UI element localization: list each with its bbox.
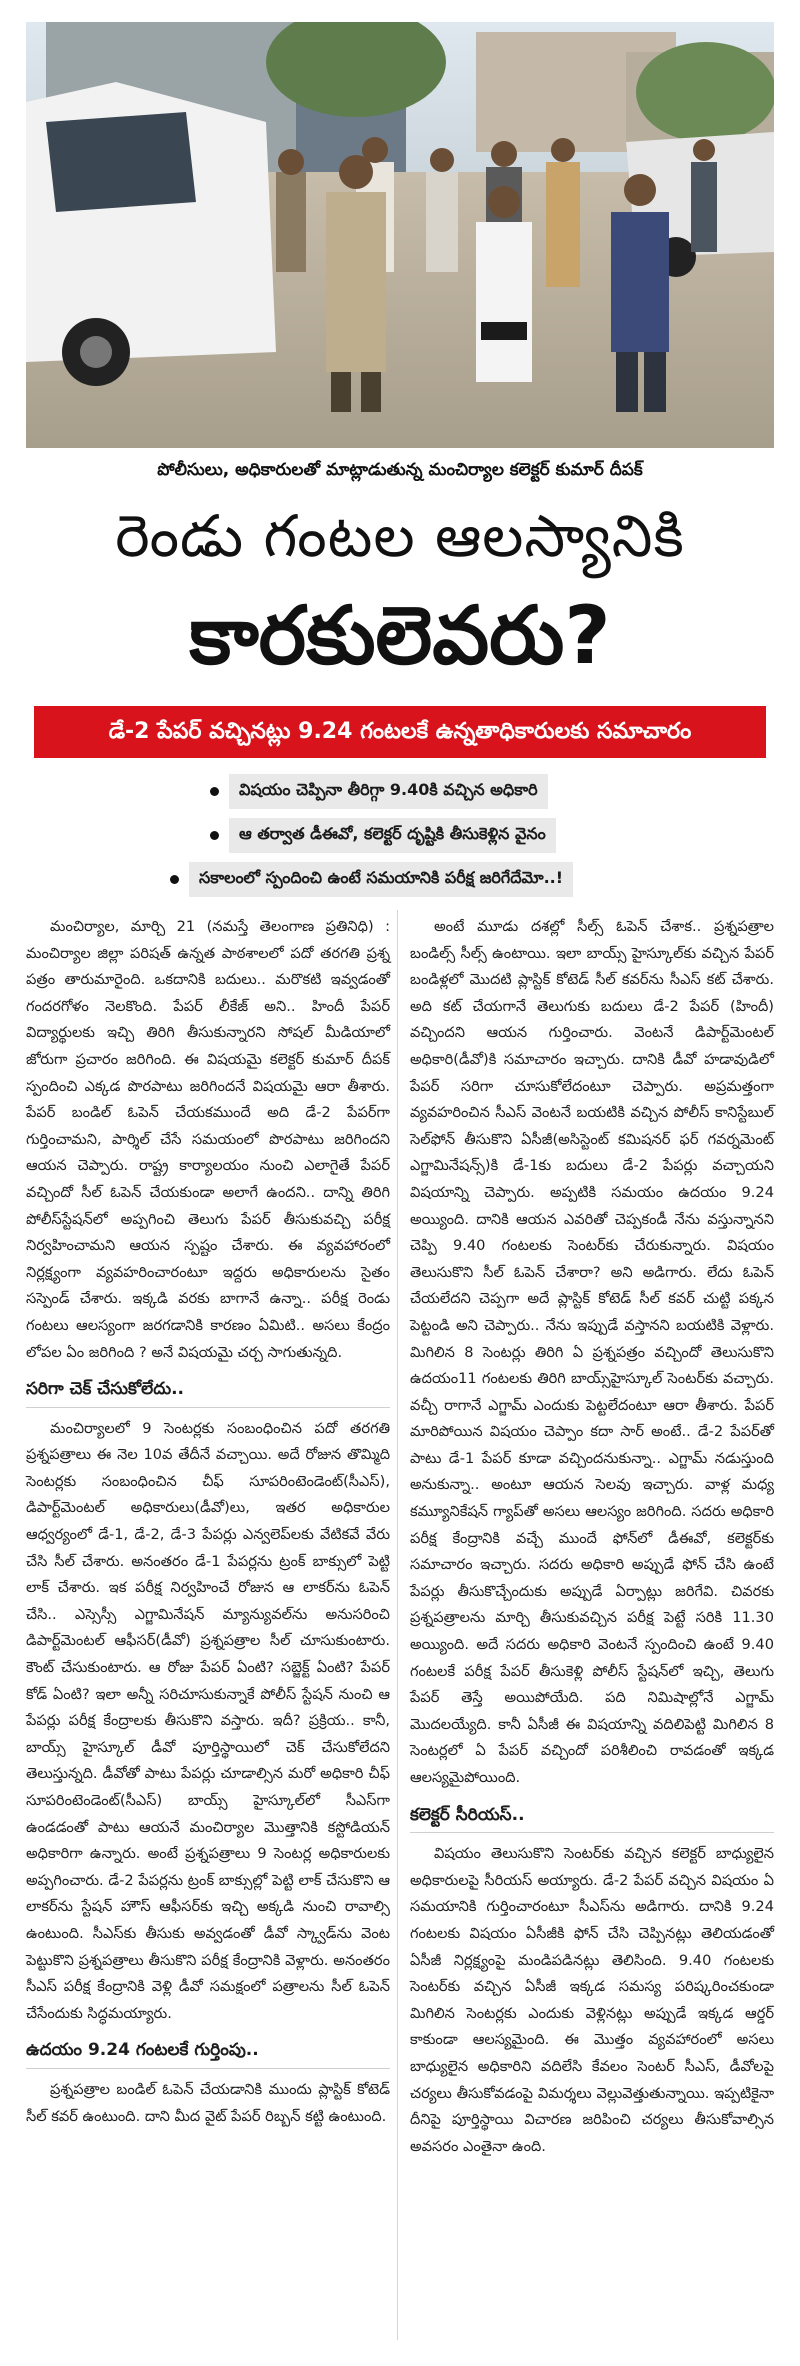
article-paragraph: విషయం తెలుసుకొని సెంటర్‌కు వచ్చిన కలెక్టర్ బాధ్యులైన అధికారులపై సీరియస్ అయ్యారు. డే-2 పేపర్ వచ్చిన విషయం ఏ సమయానికి గుర్తించారంటూ సీఎస్‌ను అడిగారు. దానికి 9.24 గంటలకు విషయం ఏసీజీకి ఫోన్ చేసి చెప్పినట్లు తెలియడంతో ఏసీజీ నిర్లక్ష్యంపై మండిపడినట్లు తెలిసింది. 9.40 గంటలకు సెంటర్‌కు వచ్చిన ఏసీజీ ఇక్కడ సమస్య పరిష్కరించకుండా మిగిలిన సెంటర్లకు ఎందుకు వెళ్లినట్లు అప్పుడే ఇక్కడ ఆర్డర్ కాకుండా ఆలస్యమైంది. ఈ మొత్తం వ్యవహారంలో అసలు బాధ్యులైన అధికారిని వదిలేసి కేవలం సెంటర్ సీఎస్, డీవోలపై చర్యలు తీసుకోవడంపై విమర్శలు వెల్లువెత్తుతున్నాయి. ఇప్పటికైనా దీనిపై పూర్తిస్థాయి విచారణ జరిపించి చర్యలు తీసుకోవాల్సిన అవసరం ఎంతైనా ఉంది. — [410, 1845, 774, 2155]
column-divider — [397, 910, 398, 2340]
headline-line-1: రెండు గంటల ఆలస్యానికి — [115, 502, 685, 570]
article-column-left — [26, 914, 390, 2130]
bullet-list — [199, 772, 750, 904]
bullet-text: విషయం చెప్పినా తీరిగ్గా 9.40కి వచ్చిన అధికారి — [229, 774, 548, 809]
news-photo — [26, 22, 774, 448]
article-paragraph: ప్రశ్నపత్రాల బండిల్ ఓపెన్ చేయడానికి ముందు ప్లాస్టిక్ కోటెడ్ సీల్ కవర్ ఉంటుంది. దాని మీద వైట్ పేపర్ రిబ్బన్ కట్టి ఉంటుంది. — [26, 2080, 390, 2125]
photo-scene — [26, 22, 774, 448]
bullet-dot-icon — [210, 787, 219, 796]
bullet-dot-icon — [210, 831, 219, 840]
article-paragraph: మంచిర్యాల, మార్చి 21 (నమస్తే తెలంగాణ ప్రతినిధి) : మంచిర్యాల జిల్లా పరిషత్ ఉన్నత పాఠశాలలో పదో తరగతి ప్రశ్న పత్రం తారుమారైంది. ఒకదానికి బదులు.. మరొకటి ఇవ్వడంతో గందరగోళం నెలకొంది. పేపర్ లీకేజ్ అని.. హిందీ పేపర్ విద్యార్థులకు ఇచ్చి తిరిగి తీసుకున్నారని సోషల్ మీడియాలో జోరుగా ప్రచారం జరిగింది. ఈ విషయమై కలెక్టర్ కుమార్ దీపక్ స్పందించి ఎక్కడ పొరపాటు జరిగిందనే విషయమై ఆరా తీశారు. పేపర్ బండిల్ ఓపెన్ చేయకముందే అది డే-2 పేపర్‌గా గుర్తించామని, పార్శిల్ చేసే సమయంలో పొరపాటు జరిగిందని ఆయన చెప్పారు. రాష్ట్ర కార్యాలయం నుంచి ఎలాగైతే పేపర్ వచ్చిందో సీల్ ఓపెన్ చేయకుండా అలాగే ఉందని.. దాన్ని తిరిగి పోలీస్‌స్టేషన్‌లో అప్పగించి తెలుగు పేపర్ తీసుకువచ్చి పరీక్ష నిర్వహించామని ఆయన స్పష్టం చేశారు. ఈ వ్యవహారంలో నిర్లక్ష్యంగా వ్యవహరించారంటూ ఇద్దరు అధికారులను సైతం సస్పెండ్ చేశారు. ఇక్కడి వరకు బాగానే ఉన్నా.. పరీక్ష రెండు గంటలు ఆలస్యంగా జరగడానికి కారణం ఏమిటి.. అసలు కేంద్రం లోపల ఏం జరిగింది ? అనే విషయమై చర్చ సాగుతున్నది. — [26, 918, 390, 1361]
section-subhead: కలెక్టర్ సీరియస్.. — [410, 1802, 774, 1834]
bullet-text: సకాలంలో స్పందించి ఉంటే సమయానికి పరీక్ష జరిగేదేమో..! — [189, 862, 573, 897]
bullet-item — [210, 772, 750, 810]
bullet-item — [210, 816, 750, 854]
bullet-text: ఆ తర్వాత డీఈవో, కలెక్టర్ దృష్టికి తీసుకెళ్లిన వైనం — [229, 818, 556, 853]
red-banner: డే-2 పేపర్ వచ్చినట్లు 9.24 గంటలకే ఉన్నతాధికారులకు సమాచారం — [34, 706, 766, 758]
section-subhead: సరిగా చెక్ చేసుకోలేదు.. — [26, 1376, 390, 1408]
bullet-item — [170, 860, 750, 898]
article-paragraph: మంచిర్యాలలో 9 సెంటర్లకు సంబంధించిన పదో తరగతి ప్రశ్నపత్రాలు ఈ నెల 10వ తేదీనే వచ్చాయి. అదే రోజున తొమ్మిది సెంటర్లకు సంబంధించిన చీఫ్ సూపరింటెండెంట్(సీఎస్), డిపార్ట్‌మెంటల్ అధికారులు(డీవో)లు, ఇతర అధికారుల ఆధ్వర్యంలో డే-1, డే-2, డే-3 పేపర్లు ఎన్వలెప్‌లకు వేటికవే వేరు చేసి సీల్ చేశారు. అనంతరం డే-1 పేపర్లను ట్రంక్ బాక్సులో పెట్టి లాక్ చేశారు. ఇక పరీక్ష నిర్వహించే రోజున ఆ లాకర్‌ను ఓపెన్ చేసి.. ఎస్సెస్సీ ఎగ్జామినేషన్ మ్యాన్యువల్‌ను అనుసరించి డిపార్ట్‌మెంటల్ ఆఫీసర్(డీవో) ప్రశ్నపత్రాల సీల్ చూసుకుంటారు. కౌంట్ చేసుకుంటారు. ఆ రోజు పేపర్ ఏంటి? సబ్జెక్ట్ ఏంటి? పేపర్ కోడ్ ఏంటి? ఇలా అన్నీ సరిచూసుకున్నాకే పోలీస్ స్టేషన్ నుంచి ఆ పేపర్లు పరీక్ష కేంద్రాలకు తీసుకొని వస్తారు. ఇదీ? ప్రక్రియ.. కానీ, బాయ్స్ హైస్కూల్ డీవో పూర్తిస్థాయిలో చెక్ చేసుకోలేదని తెలుస్తున్నది. డీవోతో పాటు పేపర్లు చూడాల్సిన మరో అధికారి చీఫ్ సూపరింటెండెంట్(సీఎస్) బాయ్స్ హైస్కూల్‌లో సీఎస్‌గా ఉండడంతో పాటు ఆయనే మంచిర్యాల మొత్తానికి కస్టోడియన్ అధికారిగా ఉన్నారు. అంటే ప్రశ్నపత్రాలు 9 సెంటర్ల అధికారులకు అప్పగించారు. డే-2 పేపర్లను ట్రంక్ బాక్సుల్లో పెట్టి లాక్ చేసుకొని ఆ లాకర్‌ను స్టేషన్ హౌస్ ఆఫీసర్‌కు ఇచ్చి అక్కడి నుంచి రావాల్సి ఉంటుంది. సీఎస్‌కు తీసుకు అవ్వడంతో డీవో స్క్వాడ్‌ను వెంట పెట్టుకొని ప్రశ్నపత్రాలు తీసుకొని పరీక్ష కేంద్రానికి వెళ్లారు. అనంతరం సీఎస్ పరీక్ష కేంద్రానికి వెళ్లి డీవో సమక్షంలో పత్రాలను సీల్ ఓపెన్ చేసేందుకు సిద్ధమయ్యారు. — [26, 1419, 390, 2022]
article-paragraph: అంటే మూడు దశల్లో సీల్స్ ఓపెన్ చేశాక.. ప్రశ్నపత్రాల బండిల్స్ సీల్స్ ఉంటాయి. ఇలా బాయ్స్ హైస్కూల్‌కు వచ్చిన పేపర్ బండిళ్లలో మొదటి ప్లాస్టిక్ కోటెడ్ సీల్ కవర్‌ను సీఎస్ కట్ చేశారు. అది కట్ చేయగానే తెలుగుకు బదులు డే-2 పేపర్ (హిందీ) వచ్చిందని ఆయన గుర్తించారు. వెంటనే డిపార్ట్‌మెంటల్ అధికారి(డీవో)కి సమాచారం ఇచ్చారు. దానికి డీవో హడావుడిలో పేపర్ సరిగా చూసుకోలేదంటూ చెప్పారు. అప్రమత్తంగా వ్యవహరించిన సీఎస్ వెంటనే బయటికి వచ్చిన పోలీస్ కానిస్టేబుల్ సెల్‌ఫోన్ తీసుకొని ఏసీజీ(అసిస్టెంట్ కమిషనర్ ఫర్ గవర్నమెంట్ ఎగ్జామినేషన్స్)కి డే-1కు బదులు డే-2 పేపర్లు వచ్చాయని విషయాన్ని చెప్పారు. అప్పటికి సమయం ఉదయం 9.24 అయ్యింది. దానికి ఆయన ఎవరితో చెప్పకండీ నేను వస్తున్నానని చెప్పి 9.40 గంటలకు సెంటర్‌కు చేరుకున్నారు. విషయం తెలుసుకొని సీల్ ఓపెన్ చేశారా? అని అడిగారు. లేదు ఓపెన్ చేయలేదని చెప్పగా అదే ప్లాస్టిక్ కోటెడ్ సీల్ కవర్ చుట్టి పక్కన పెట్టండి అని చెప్పారు.. నేను ఇప్పుడే వస్తానని బయటికి వెళ్లారు. మిగిలిన 8 సెంటర్లు తిరిగి ఏ ప్రశ్నపత్రం వచ్చిందో తెలుసుకొని ఉదయం11 గంటలకు తిరిగి బాయ్స్‌హైస్కూల్ సెంటర్‌కు వచ్చారు. వచ్చీ రాగానే ఎగ్జామ్ ఎందుకు పెట్టలేదంటూ ఆరా తీశారు. పేపర్ మారిపోయిన విషయం చెప్పాం కదా సార్ అంటే.. డే-2 పేపర్‌తో పాటు డే-1 పేపర్ కూడా వచ్చిందనుకున్నా.. ఎగ్జామ్ నడుస్తుంది అనుకున్నా.. అంటూ ఆయన సెలవు ఇచ్చారు. వాళ్ల మధ్య కమ్యూనికేషన్ గ్యాప్‌తో అసలు ఆలస్యం జరిగింది. సదరు అధికారి పరీక్ష కేంద్రానికి వచ్చే ముందే ఫోన్‌లో డీఈవో, కలెక్టర్‌కు సమాచారం ఇచ్చారు. సదరు అధికారి అప్పుడే ఫోన్ చేసి ఉంటే పేపర్లు తీసుకొచ్చేందుకు అప్పుడే ఏర్పాట్లు జరిగేవి. చివరకు ప్రశ్నపత్రాలను మార్చి తీసుకువచ్చిన పరీక్ష పెట్టే సరికి 11.30 అయ్యింది. అదే సదరు అధికారి వెంటనే స్పందించి ఉంటే 9.40 గంటలకే పరీక్ష పేపర్ తీసుకెళ్లి పోలీస్ స్టేషన్‌లో ఇచ్చి, తెలుగు పేపర్ తెస్తే అయిపోయేది. పది నిమిషాల్లోనే ఎగ్జామ్ మొదలయ్యేది. కానీ ఏసీజీ ఈ విషయాన్ని వదిలిపెట్టి మిగిలిన 8 సెంటర్లలో ఏ పేపర్ వచ్చిందో పరిశీలించి రావడంతో ఇక్కడ ఆలస్యమైపోయింది. — [410, 918, 774, 1786]
section-subhead: ఉదయం 9.24 గంటలకే గుర్తింపు.. — [26, 2037, 390, 2069]
bullet-dot-icon — [170, 875, 179, 884]
article-column-right — [410, 914, 774, 2160]
headline-line-2: కారకులెవరు? — [189, 589, 611, 682]
photo-caption: పోలీసులు, అధికారులతో మాట్లాడుతున్న మంచిర్యాల కలెక్టర్ కుమార్ దీపక్ — [157, 460, 643, 480]
